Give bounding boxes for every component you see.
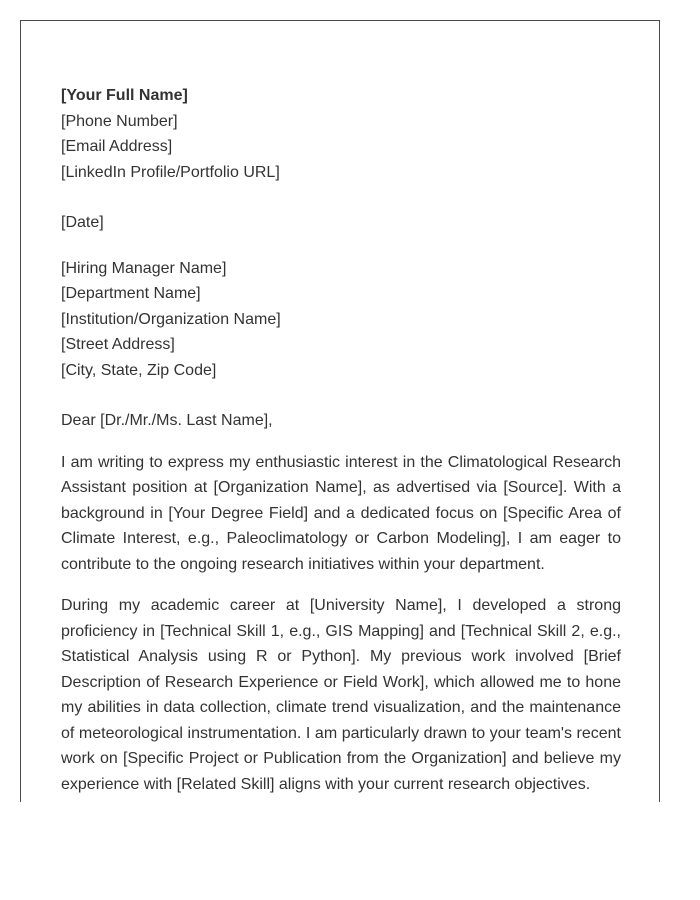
body-paragraph-1: I am writing to express my enthusiastic interest in the Climatological Research Assistant position at [Organization Name], as advertised via [Source]. With a background in [Your Degree Field] and a dedicated focus on [Specific Area of Climate Interest, e.g., Paleoclimatology or Carbon Modeling], I am eager to contribute to the ongoing research initiatives within your department.: [61, 453, 621, 573]
letter-content: [61, 83, 621, 797]
sender-email: [Email Address]: [61, 138, 173, 155]
recipient-organization: [Institution/Organization Name]: [61, 310, 281, 328]
recipient-hiring-manager: [Hiring Manager Name]: [61, 259, 227, 277]
recipient-city-state-zip: [City, State, Zip Code]: [61, 361, 217, 379]
letter-page: [20, 20, 660, 802]
sender-full-name: [Your Full Name]: [61, 87, 188, 104]
letter-date: [Date]: [61, 214, 104, 231]
date-block: [61, 210, 621, 236]
sender-phone: [Phone Number]: [61, 112, 178, 130]
salutation-block: [61, 408, 621, 434]
salutation: Dear [Dr./Mr./Ms. Last Name],: [61, 412, 273, 429]
recipient-street: [Street Address]: [61, 336, 175, 353]
sender-profile-url: [LinkedIn Profile/Portfolio URL]: [61, 163, 280, 181]
recipient-department: [Department Name]: [61, 285, 201, 302]
body-paragraph-2: During my academic career at [University Name], I developed a strong proficiency in [Technical Skill 1, e.g., GIS Mapping] and [Technical Skill 2, e.g., Statistical Analysis using R or Python]. My previous work involved [Brief Description of Research Experience or Field Work], which allowed me to hone my abilities in data collection, climate trend visualization, and the maintenance of meteorological instrumentation. I am particularly drawn to your team's recent work on [Specific Project or Publication from the Organization] and believe my experience with [Related Skill] aligns with your current research objectives.: [61, 597, 621, 793]
sender-block: [61, 83, 621, 185]
recipient-block: [61, 256, 621, 384]
